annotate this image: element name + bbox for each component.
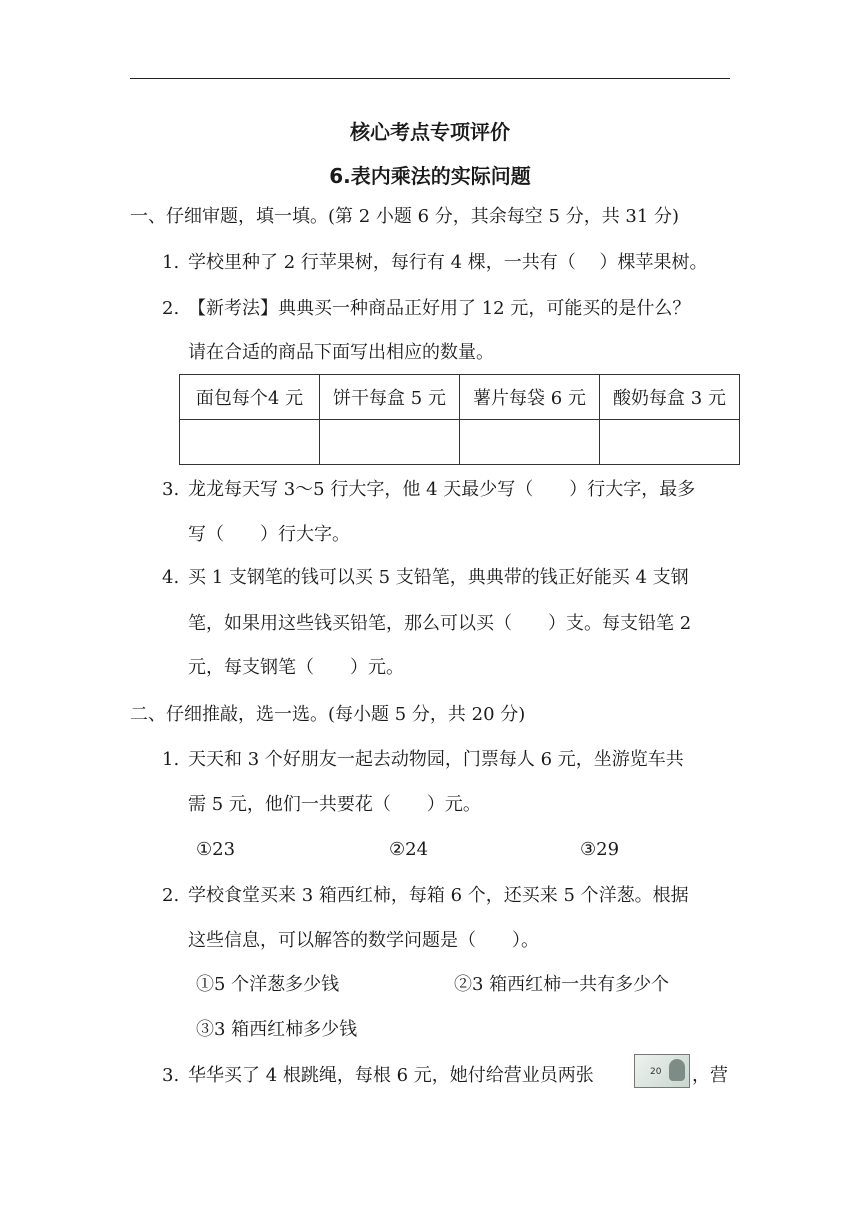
table-header-cell: 面包每个4 元: [180, 375, 320, 420]
page-title: 核心考点专项评价: [350, 120, 510, 144]
choice-option[interactable]: ③3 箱西红柿多少钱: [196, 1019, 358, 1040]
s2-q2-text-line2: 这些信息，可以解答的数学问题是（ ）。: [188, 930, 539, 951]
answer-cell[interactable]: [180, 420, 320, 465]
s1-q1-number: 1.: [162, 252, 180, 273]
s2-q1-text-line2: 需 5 元，他们一共要花（ ）元。: [188, 794, 481, 815]
top-rule: [130, 78, 730, 79]
s1-q3-text-line1: 龙龙每天写 3～5 行大字，他 4 天最少写（ ）行大字，最多: [188, 479, 696, 500]
goods-table: [179, 374, 740, 465]
page-subtitle: 6.表内乘法的实际问题: [329, 164, 531, 188]
s2-q2-text-line1: 学校食堂买来 3 箱西红柿，每箱 6 个，还买来 5 个洋葱。根据: [188, 885, 689, 906]
goods-table-answer-row: [180, 420, 740, 465]
section1-heading: 一、仔细审题，填一填。(第 2 小题 6 分，其余每空 5 分，共 31 分): [130, 206, 680, 227]
table-header-cell: 薯片每袋 6 元: [460, 375, 600, 420]
section2-heading: 二、仔细推敲，选一选。(每小题 5 分，共 20 分): [130, 704, 526, 725]
s2-q1-number: 1.: [162, 749, 180, 770]
choice-option[interactable]: ①23: [196, 839, 236, 860]
s1-q2-text-line1: 【新考法】典典买一种商品正好用了 12 元，可能买的是什么？: [188, 298, 691, 319]
s1-q2-number: 2.: [162, 298, 180, 319]
s1-q2-text-line2: 请在合适的商品下面写出相应的数量。: [188, 342, 494, 363]
s2-q3-text-end: ，营: [692, 1065, 728, 1086]
s1-q1-text: 学校里种了 2 行苹果树，每行有 4 棵，一共有（ ）棵苹果树。: [188, 252, 708, 273]
s2-q2-number: 2.: [162, 885, 180, 906]
s2-q1-text-line1: 天天和 3 个好朋友一起去动物园，门票每人 6 元，坐游览车共: [188, 749, 684, 770]
table-header-cell: 饼干每盒 5 元: [320, 375, 460, 420]
s1-q3-text-line2: 写（ ）行大字。: [188, 524, 350, 545]
answer-cell[interactable]: [600, 420, 740, 465]
s1-q4-number: 4.: [162, 567, 180, 588]
choice-option[interactable]: ②3 箱西红柿一共有多少个: [454, 974, 670, 995]
choice-option[interactable]: ③29: [580, 839, 620, 860]
s1-q4-text-line2: 笔，如果用这些钱买铅笔，那么可以买（ ）支。每支铅笔 2: [188, 613, 692, 634]
table-header-cell: 酸奶每盒 3 元: [600, 375, 740, 420]
s2-q3-number: 3.: [162, 1065, 180, 1086]
goods-table-header-row: [180, 375, 740, 420]
banknote-icon: [634, 1054, 690, 1088]
banknote-denomination: 20: [650, 1067, 662, 1077]
s1-q4-text-line1: 买 1 支钢笔的钱可以买 5 支铅笔，典典带的钱正好能买 4 支钢: [188, 567, 689, 588]
answer-cell[interactable]: [460, 420, 600, 465]
s1-q3-number: 3.: [162, 479, 180, 500]
s1-q4-text-line3: 元，每支钢笔（ ）元。: [188, 657, 404, 678]
s2-q3-text-line1: 华华买了 4 根跳绳，每根 6 元，她付给营业员两张: [188, 1065, 594, 1086]
portrait-icon: [669, 1059, 685, 1081]
answer-cell[interactable]: [320, 420, 460, 465]
choice-option[interactable]: ②24: [389, 839, 429, 860]
choice-option[interactable]: ①5 个洋葱多少钱: [196, 974, 340, 995]
